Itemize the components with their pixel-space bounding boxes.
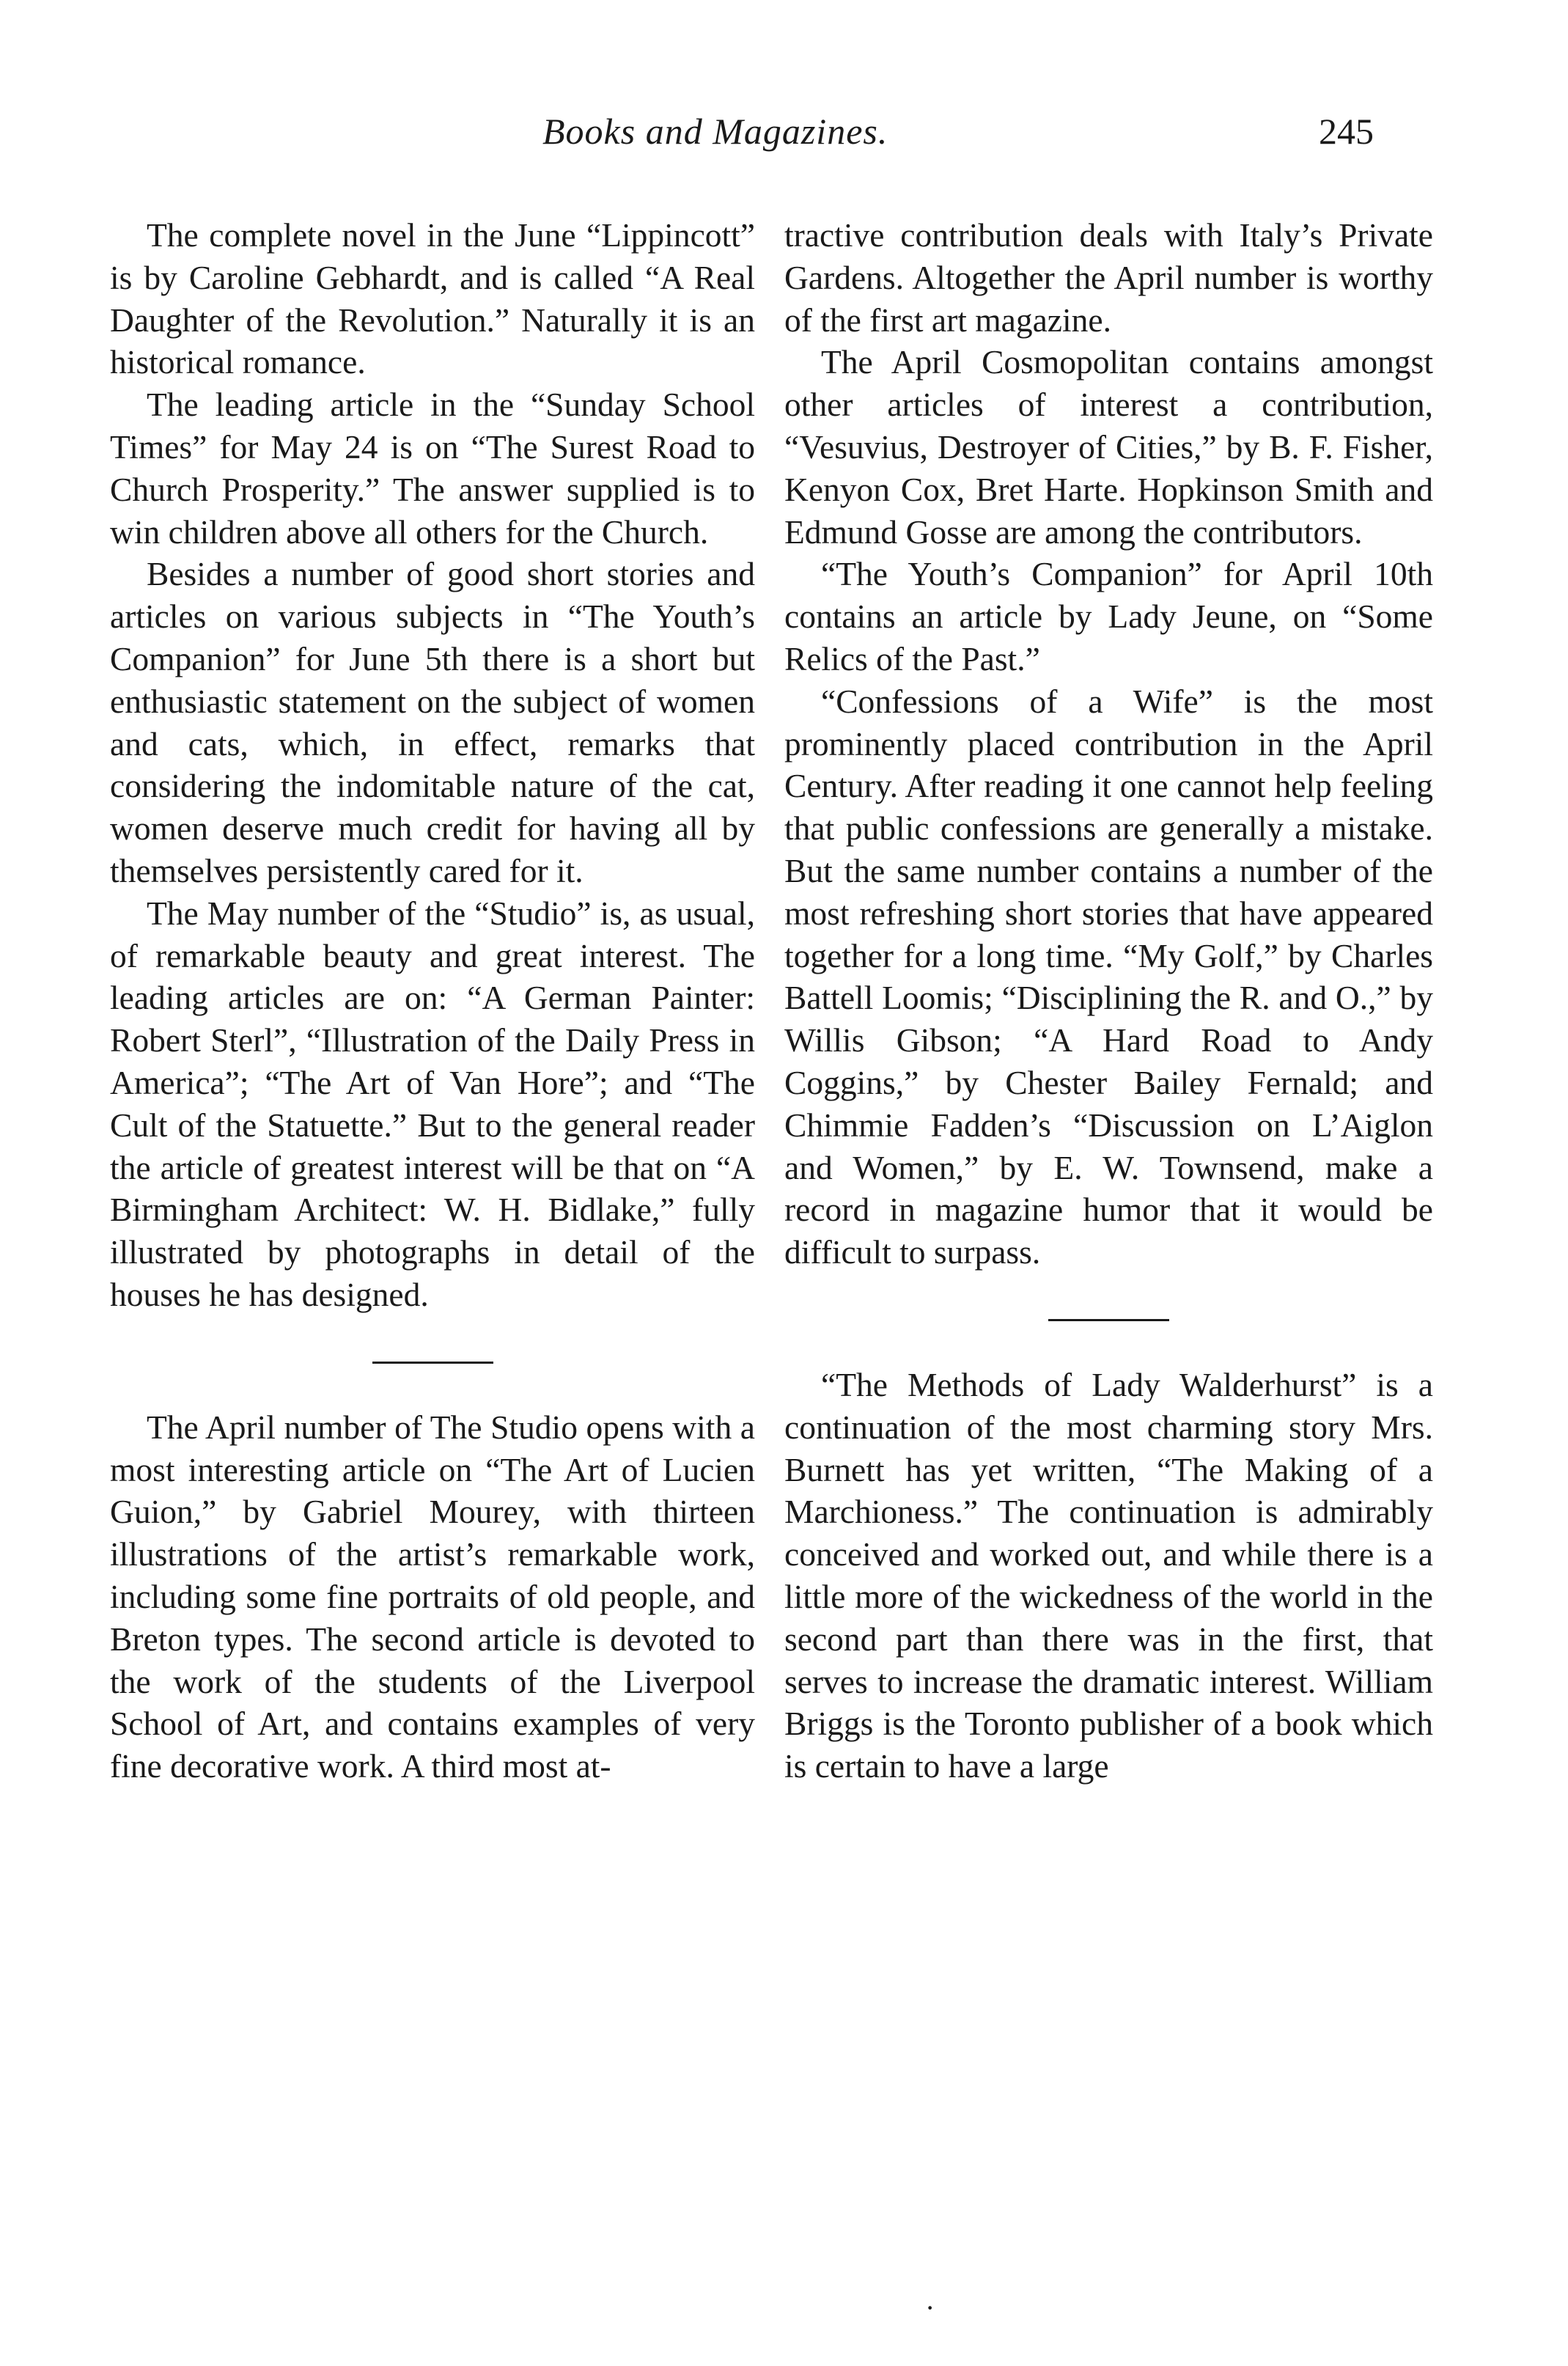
running-title: Books and Magazines. [542, 111, 888, 152]
footer-mark: · [925, 2291, 935, 2324]
paragraph: Besides a number of good short stories and articles on various subjects in “The Youth’s Companion” for June 5th there is a short but enthusiastic statement on the subject of women and cats, which, in effect, remarks that considering the indomitable nature of the cat, women deserve much credit for having all by themselves persistently cared for it. [110, 555, 755, 889]
section-divider [1048, 1319, 1169, 1321]
left-column [110, 214, 755, 1788]
paragraph: The leading article in the “Sunday School Times” for May 24 is on “The Surest Road to Church Prosperity.” The answer supplied is to win children above all others for the Church. [110, 386, 755, 551]
page-number: 245 [1319, 111, 1374, 152]
right-column [784, 214, 1433, 1788]
paragraph: “The Youth’s Companion” for April 10th contains an article by Lady Jeune, on “Some Relics of the Past.” [784, 555, 1433, 677]
paragraph: “Confessions of a Wife” is the most prominently placed contribution in the April Century. After reading it one cannot help feeling that public confessions are generally a mistake. But the same number contains a number of the most refreshing short stories that have appeared together for a long time. “My Golf,” by Charles Battell Loomis; “Disciplining the R. and O.,” by Willis Gibson; “A Hard Road to Andy Coggins,” by Chester Bailey Fernald; and Chimmie Fadden’s “Discussion on L’Aiglon and Women,” by E. W. Townsend, make a record in magazine humor that it would be difficult to surpass. [784, 682, 1433, 1271]
paragraph: The April Cosmopolitan contains amongst other articles of interest a contribution, “Vesuvius, Destroyer of Cities,” by B. F. Fisher, Kenyon Cox, Bret Harte. Hopkinson Smith and Edmund Gosse are among the contributors. [784, 343, 1433, 551]
section-divider [372, 1362, 493, 1364]
running-head [0, 110, 1568, 169]
paragraph: The April number of The Studio opens with a most interesting article on “The Art of Lucien Guion,” by Gabriel Mourey, with thirteen illustrations of the artist’s remarkable work, including some fine portraits of old people, and Breton types. The second article is devoted to the work of the students of the Liverpool School of Art, and contains examples of very fine decorative work. A third most at- [110, 1408, 755, 1785]
paragraph: “The Methods of Lady Walderhurst” is a continuation of the most charming story Mrs. Burnett has yet written, “The Making of a Marchioness.” The continuation is admirably conceived and worked out, and while there is a little more of the wickedness of the world in the second part than there was in the first, that serves to increase the dramatic interest. William Briggs is the Toronto publisher of a book which is certain to have a large [784, 1365, 1433, 1785]
paragraph: The complete novel in the June “Lippincott” is by Caroline Gebhardt, and is called “A Real Daughter of the Revolution.” Naturally it is an historical romance. [110, 216, 755, 381]
paragraph: The May number of the “Studio” is, as usual, of remarkable beauty and great interest. The leading articles are on: “A German Painter: Robert Sterl”, “Illustration of the Daily Press in America”; “The Art of Van Hore”; and “The Cult of the Statuette.” But to the general reader the article of greatest interest will be that on “A Birmingham Architect: W. H. Bidlake,” fully illustrated by photographs in detail of the houses he has designed. [110, 894, 755, 1313]
paragraph-continued: tractive contribution deals with Italy’s Private Gardens. Altogether the April number is worthy of the first art magazine. [784, 216, 1433, 339]
